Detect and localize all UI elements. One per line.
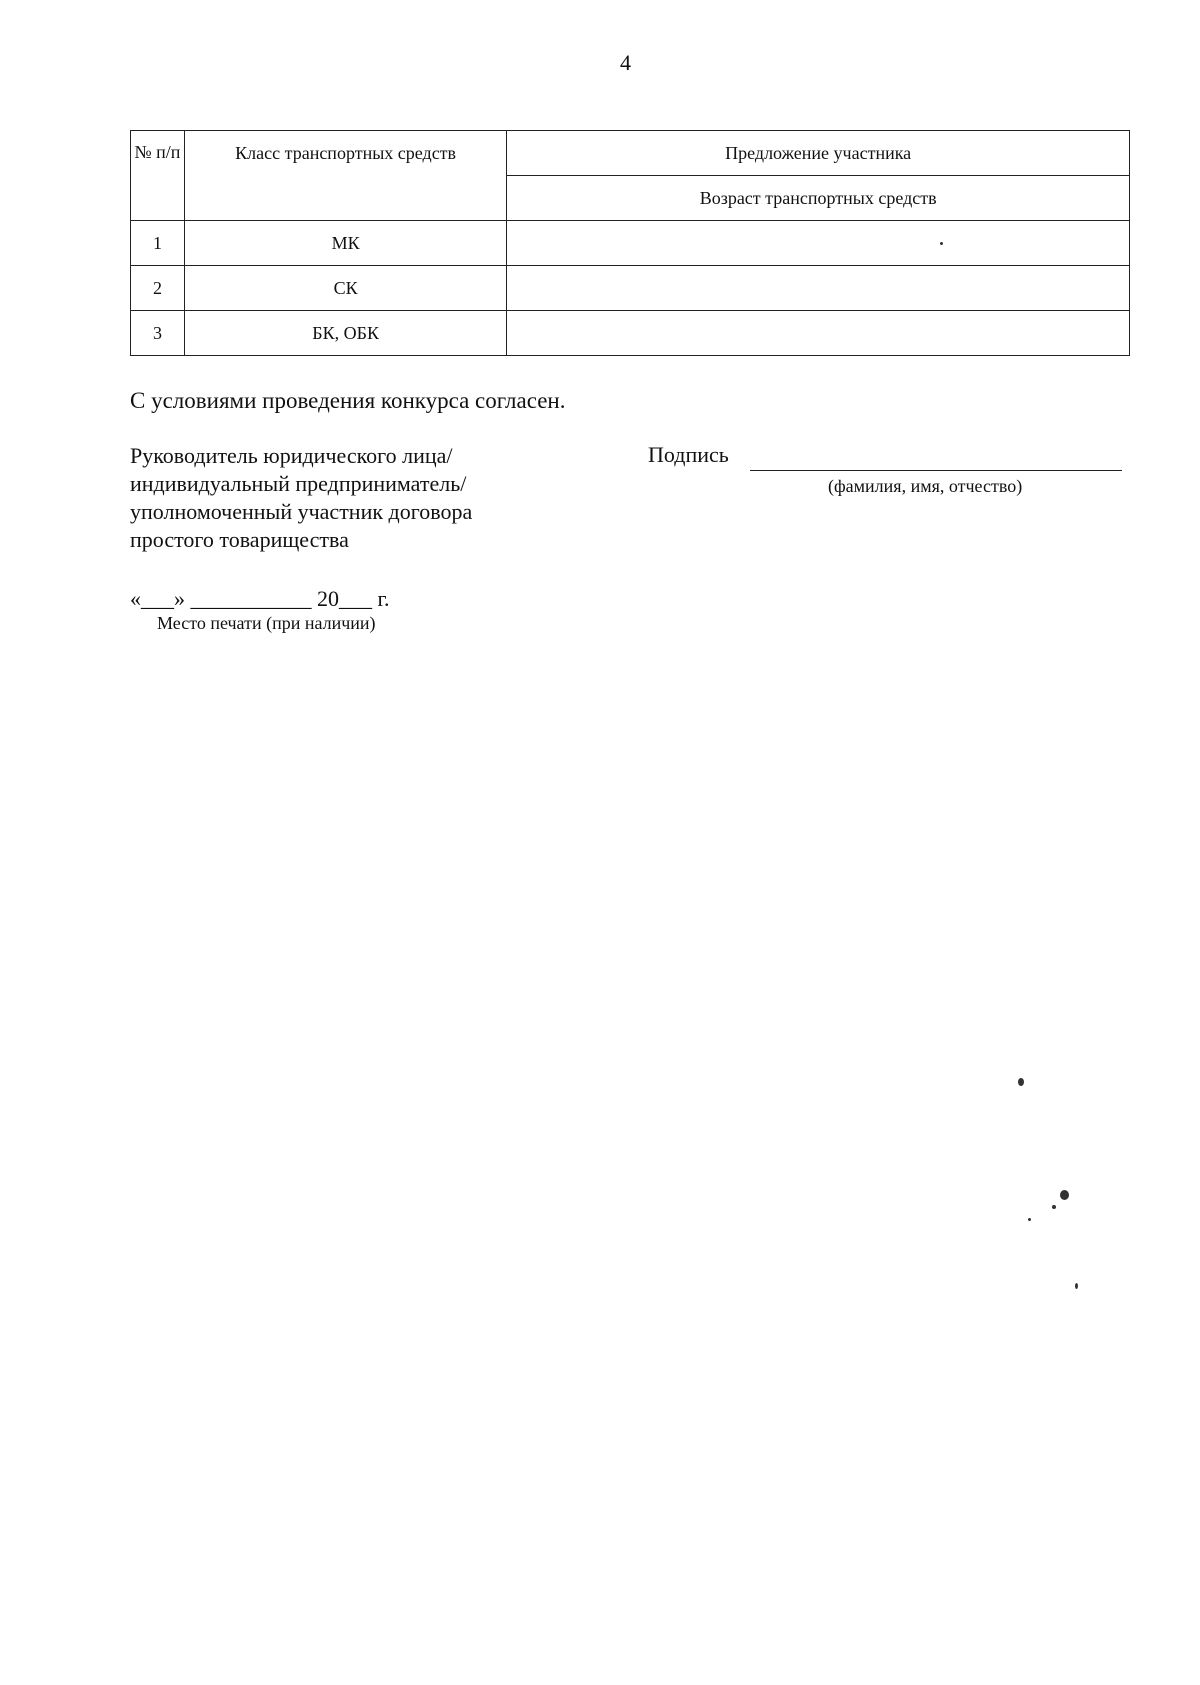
- head-role-line: уполномоченный участник договора: [130, 499, 473, 524]
- table-row: [131, 221, 1130, 266]
- row-num: 1: [131, 221, 185, 266]
- header-num-label: № п/п: [134, 142, 181, 162]
- header-offer: Предложение участника: [507, 131, 1130, 176]
- scan-speck: [1028, 1218, 1031, 1221]
- signature-label: Подпись: [648, 442, 729, 467]
- row-class: СК: [184, 266, 506, 311]
- proposal-table: [130, 130, 1130, 356]
- head-role-line: индивидуальный предприниматель/: [130, 471, 467, 496]
- row-class: МК: [184, 221, 506, 266]
- row-num: 2: [131, 266, 185, 311]
- signature-hint: (фамилия, имя, отчество): [828, 476, 1023, 496]
- header-num: [131, 131, 185, 221]
- header-class: Класс транспортных средств: [184, 131, 506, 221]
- scan-speck: [1018, 1078, 1024, 1086]
- signature-line: [750, 470, 1122, 471]
- scan-speck: [1052, 1205, 1056, 1209]
- table-row: [131, 266, 1130, 311]
- table-row: [131, 311, 1130, 356]
- date-line: «___» ___________ 20___ г.: [130, 586, 390, 611]
- row-value: [507, 266, 1130, 311]
- row-value: [507, 221, 1130, 266]
- row-num: 3: [131, 311, 185, 356]
- table-header-row: [131, 131, 1130, 176]
- agreement-text: С условиями проведения конкурса согласен.: [130, 388, 566, 413]
- scan-speck: [1060, 1190, 1069, 1200]
- head-role-line: простого товарищества: [130, 527, 349, 552]
- row-class: БК, ОБК: [184, 311, 506, 356]
- head-role-line: Руководитель юридического лица/: [130, 443, 453, 468]
- page-number: 4: [620, 50, 631, 75]
- head-role-block: [130, 442, 610, 554]
- row-value: [507, 311, 1130, 356]
- header-offer-sub: Возраст транспортных средств: [507, 176, 1130, 221]
- scan-speck: [1075, 1283, 1078, 1289]
- stamp-note: Место печати (при наличии): [157, 613, 376, 633]
- scan-speck: [940, 242, 943, 245]
